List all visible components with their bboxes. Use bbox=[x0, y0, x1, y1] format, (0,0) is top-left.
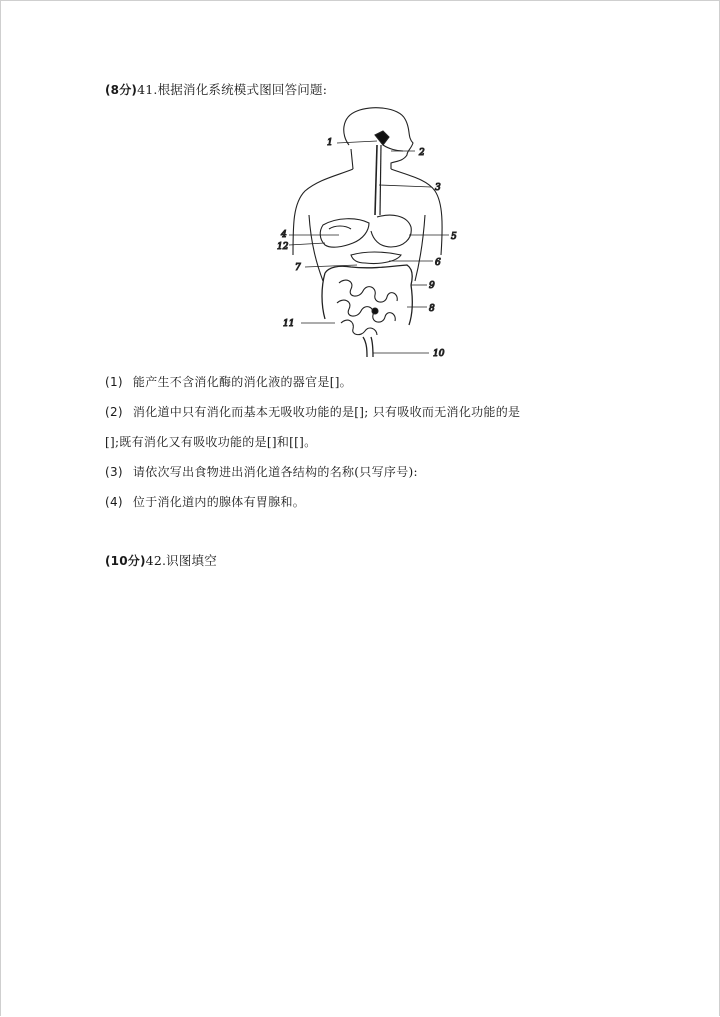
diagram-label-10: 10 bbox=[433, 349, 445, 359]
diagram-label-12: 12 bbox=[277, 242, 289, 252]
question-41-item-4 bbox=[105, 493, 305, 510]
diagram-label-6: 6 bbox=[435, 258, 441, 268]
diagram-label-1: 1 bbox=[327, 138, 333, 148]
item-number: (1) bbox=[105, 375, 123, 389]
question-42-title bbox=[105, 551, 217, 569]
diagram-label-8: 8 bbox=[429, 304, 435, 314]
diagram-label-5: 5 bbox=[451, 232, 457, 242]
digestive-system-diagram bbox=[279, 105, 461, 361]
item-text: 能产生不含消化酶的消化液的器官是[]。 bbox=[132, 375, 352, 389]
diagram-label-11: 11 bbox=[283, 319, 295, 329]
item-number: (2) bbox=[105, 405, 123, 419]
item-text: 消化道中只有消化而基本无吸收功能的是[]; 只有吸收而无消化功能的是 bbox=[132, 405, 521, 419]
question-41-item-2-continued bbox=[105, 433, 316, 450]
question-41-score: (8分) bbox=[105, 83, 138, 97]
question-41-text: 41.根据消化系统模式图回答问题: bbox=[137, 82, 328, 97]
item-text: [];既有消化又有吸收功能的是[]和[[]。 bbox=[105, 435, 317, 449]
question-41-item-1 bbox=[105, 373, 352, 390]
question-41-item-2 bbox=[105, 403, 520, 420]
question-41-item-3 bbox=[105, 463, 418, 480]
question-42-score: (10分) bbox=[105, 554, 146, 568]
item-number: (4) bbox=[105, 495, 123, 509]
item-text: 请依次写出食物进出消化道各结构的名称(只写序号): bbox=[132, 465, 418, 479]
question-41-title bbox=[105, 80, 327, 98]
diagram-label-2: 2 bbox=[419, 148, 425, 158]
question-42-text: 42.识图填空 bbox=[145, 553, 217, 568]
diagram-label-3: 3 bbox=[435, 183, 441, 193]
item-number: (3) bbox=[105, 465, 123, 479]
diagram-label-7: 7 bbox=[295, 263, 301, 273]
diagram-label-9: 9 bbox=[429, 281, 435, 291]
diagram-label-4: 4 bbox=[281, 230, 287, 240]
item-text: 位于消化道内的腺体有胃腺和。 bbox=[132, 495, 306, 509]
